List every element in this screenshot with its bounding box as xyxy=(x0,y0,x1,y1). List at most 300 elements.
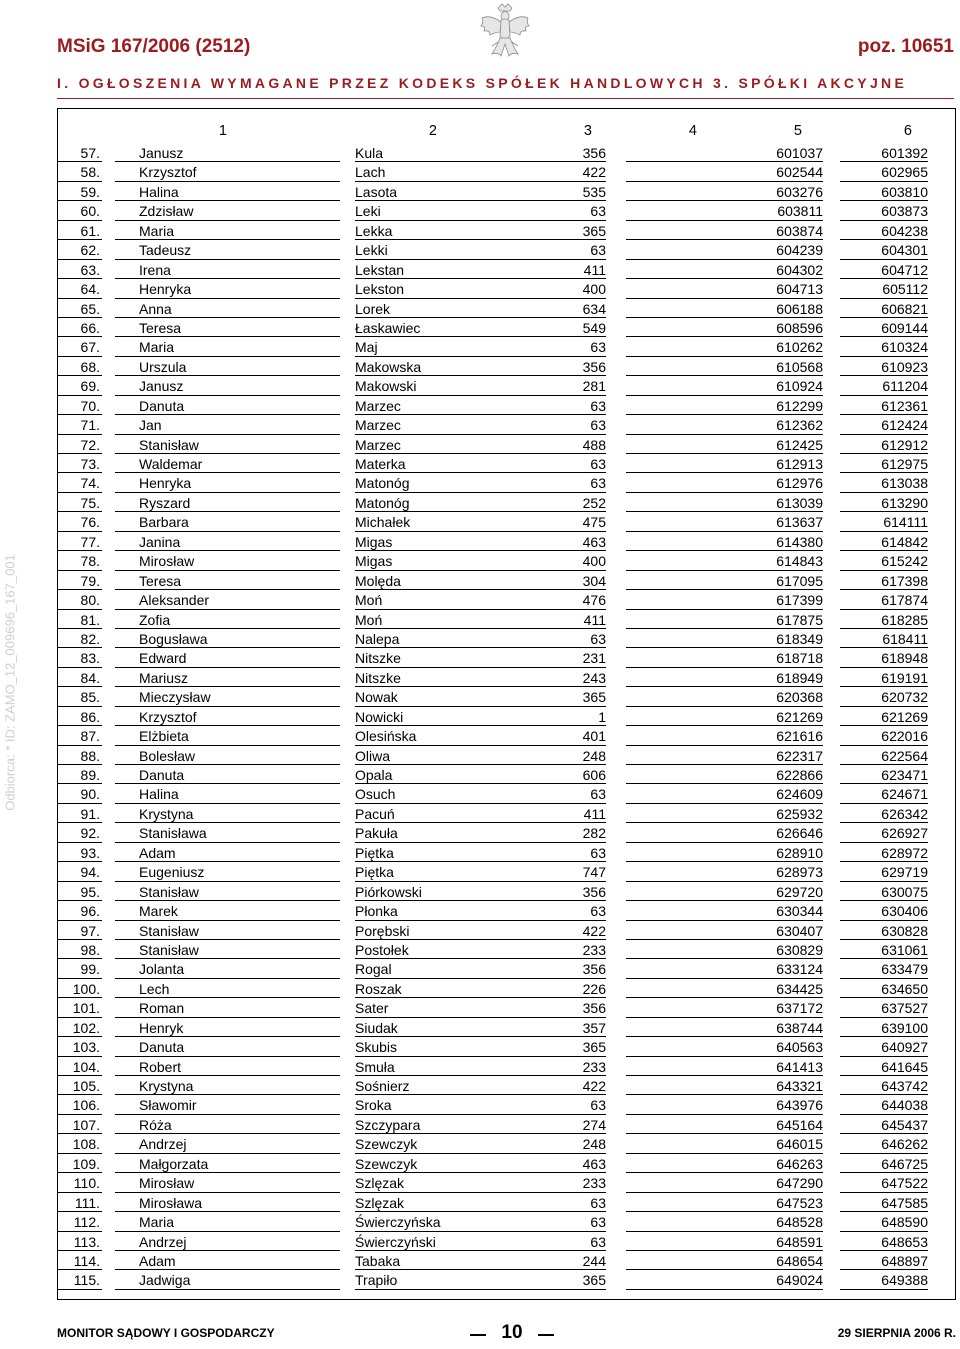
share-range-from: 621269 xyxy=(776,708,823,725)
first-name: Mirosława xyxy=(139,1194,203,1211)
share-count: 356 xyxy=(582,961,606,978)
page-number: 10 xyxy=(484,1322,540,1344)
column-header-4: 4 xyxy=(688,123,697,139)
row-number: 104. xyxy=(72,1058,100,1075)
row-number: 74. xyxy=(80,475,100,492)
first-name: Krzysztof xyxy=(139,164,197,181)
last-name: Migas xyxy=(355,553,393,570)
last-name: Piętka xyxy=(355,864,394,881)
share-count: 422 xyxy=(582,164,606,181)
share-range-from: 648591 xyxy=(776,1233,823,1250)
share-range-to: 629719 xyxy=(881,864,928,881)
row-number: 65. xyxy=(80,300,100,317)
table-row xyxy=(0,454,960,473)
share-range-from: 612913 xyxy=(776,456,823,472)
share-range-from: 626646 xyxy=(776,825,823,842)
column-header-3: 3 xyxy=(583,123,592,139)
first-name: Krzysztof xyxy=(139,708,197,725)
shareholder-table-body xyxy=(0,143,960,1290)
row-number: 76. xyxy=(80,514,100,531)
last-name: Sroka xyxy=(355,1097,392,1114)
table-row xyxy=(0,1037,960,1056)
first-name: Danuta xyxy=(139,397,185,414)
table-row xyxy=(0,1018,960,1037)
share-range-to: 617398 xyxy=(881,572,928,589)
last-name: Płonka xyxy=(355,903,398,920)
share-range-to: 610923 xyxy=(881,358,928,375)
section-divider xyxy=(57,98,954,99)
last-name: Rogal xyxy=(355,961,392,978)
row-number: 77. xyxy=(80,533,100,550)
first-name: Jolanta xyxy=(139,961,185,978)
row-number: 92. xyxy=(80,825,100,842)
row-number: 97. xyxy=(80,922,100,939)
row-number: 64. xyxy=(80,281,100,298)
first-name: Mirosław xyxy=(139,1175,195,1192)
share-count: 63 xyxy=(590,1194,606,1211)
share-count: 63 xyxy=(590,417,606,434)
last-name: Marzec xyxy=(355,417,401,434)
column-header-2: 2 xyxy=(428,123,437,139)
share-range-to: 634650 xyxy=(881,980,928,997)
share-range-from: 624609 xyxy=(776,786,823,803)
last-name: Nalepa xyxy=(355,630,400,647)
row-number: 59. xyxy=(80,183,100,200)
last-name: Opala xyxy=(355,767,393,783)
share-range-to: 603873 xyxy=(881,203,928,220)
row-number: 57. xyxy=(80,145,100,161)
row-number: 79. xyxy=(80,572,100,589)
table-row xyxy=(0,1095,960,1114)
share-range-to: 617874 xyxy=(881,592,928,609)
share-range-to: 646725 xyxy=(881,1155,928,1172)
table-column-headers xyxy=(0,123,960,141)
first-name: Róża xyxy=(139,1116,172,1133)
last-name: Lekston xyxy=(355,281,405,298)
last-name: Lekki xyxy=(355,242,388,259)
first-name: Eugeniusz xyxy=(139,864,205,881)
last-name: Świerczyński xyxy=(355,1233,436,1250)
share-count: 243 xyxy=(582,669,606,686)
last-name: Lorek xyxy=(355,300,391,317)
row-number: 61. xyxy=(80,222,100,239)
share-range-to: 631061 xyxy=(881,941,928,958)
share-range-from: 630407 xyxy=(776,922,823,939)
share-range-to: 614111 xyxy=(883,514,928,531)
last-name: Oliwa xyxy=(355,747,391,764)
table-row xyxy=(0,804,960,823)
share-count: 281 xyxy=(582,378,606,395)
first-name: Lech xyxy=(139,980,170,997)
row-number: 102. xyxy=(72,1019,100,1036)
share-range-from: 634425 xyxy=(776,980,823,997)
last-name: Szewczyk xyxy=(355,1136,418,1153)
share-range-to: 623471 xyxy=(881,767,928,783)
row-number: 67. xyxy=(80,339,100,356)
share-range-from: 618349 xyxy=(776,630,823,647)
first-name: Krystyna xyxy=(139,805,194,822)
table-row xyxy=(0,1232,960,1251)
first-name: Stanisław xyxy=(139,883,199,900)
row-number: 98. xyxy=(80,941,100,958)
table-row xyxy=(0,765,960,784)
share-range-to: 619191 xyxy=(881,669,928,686)
table-row xyxy=(0,979,960,998)
share-range-from: 603276 xyxy=(776,183,823,200)
share-range-to: 610324 xyxy=(881,339,928,356)
first-name: Teresa xyxy=(139,319,182,336)
row-number: 100. xyxy=(72,980,100,997)
first-name: Stanisław xyxy=(139,922,199,939)
share-range-from: 648528 xyxy=(776,1214,823,1231)
share-count: 63 xyxy=(590,242,606,259)
share-range-to: 624671 xyxy=(881,786,928,803)
row-number: 71. xyxy=(80,417,100,434)
row-number: 103. xyxy=(72,1039,100,1056)
last-name: Sater xyxy=(355,1000,389,1017)
share-range-to: 633479 xyxy=(881,961,928,978)
last-name: Szczypara xyxy=(355,1116,421,1133)
share-range-from: 643976 xyxy=(776,1097,823,1114)
share-range-from: 647290 xyxy=(776,1175,823,1192)
table-row xyxy=(0,201,960,220)
last-name: Roszak xyxy=(355,980,402,997)
table-row xyxy=(0,357,960,376)
row-number: 113. xyxy=(73,1233,100,1250)
first-name: Stanisław xyxy=(139,436,199,453)
share-count: 63 xyxy=(590,339,606,356)
last-name: Matonóg xyxy=(355,494,410,511)
row-number: 91. xyxy=(80,805,100,822)
eagle-emblem-icon xyxy=(478,2,532,60)
row-number: 70. xyxy=(80,397,100,414)
share-count: 231 xyxy=(582,650,606,667)
row-number: 62. xyxy=(80,242,100,259)
share-range-to: 612361 xyxy=(881,397,928,414)
column-header-1: 1 xyxy=(218,123,227,139)
share-range-to: 641645 xyxy=(881,1058,928,1075)
first-name: Bolesław xyxy=(139,747,196,764)
last-name: Siudak xyxy=(355,1019,398,1036)
table-row xyxy=(0,1115,960,1134)
share-range-to: 613290 xyxy=(881,494,928,511)
share-count: 304 xyxy=(582,572,606,589)
row-number: 60. xyxy=(80,203,100,220)
table-row xyxy=(0,1193,960,1212)
table-row xyxy=(0,1154,960,1173)
row-number: 84. xyxy=(80,669,100,686)
share-count: 63 xyxy=(590,397,606,414)
first-name: Stanisław xyxy=(139,941,199,958)
row-number: 75. xyxy=(80,494,100,511)
first-name: Zdzisław xyxy=(139,203,194,220)
share-range-from: 614380 xyxy=(776,533,823,550)
share-range-to: 602965 xyxy=(881,164,928,181)
share-range-from: 601037 xyxy=(776,145,823,161)
first-name: Anna xyxy=(139,300,172,317)
first-name: Henryk xyxy=(139,1019,184,1036)
first-name: Henryka xyxy=(139,281,192,298)
row-number: 85. xyxy=(80,689,100,706)
table-row xyxy=(0,1251,960,1270)
first-name: Ryszard xyxy=(139,494,191,511)
table-row xyxy=(0,532,960,551)
table-row xyxy=(0,1270,960,1289)
share-count: 63 xyxy=(590,456,606,472)
table-row xyxy=(0,435,960,454)
table-row xyxy=(0,415,960,434)
share-count: 356 xyxy=(582,1000,606,1017)
first-name: Danuta xyxy=(139,1039,185,1056)
publisher-name: MONITOR SĄDOWY I GOSPODARCZY xyxy=(57,1326,275,1340)
last-name: Nowak xyxy=(355,689,398,706)
first-name: Krystyna xyxy=(139,1078,194,1094)
share-count: 606 xyxy=(582,767,606,783)
share-count: 356 xyxy=(582,358,606,375)
share-count: 226 xyxy=(582,980,606,997)
row-number: 58. xyxy=(80,164,100,181)
first-name: Elżbieta xyxy=(139,728,189,745)
row-number: 94. xyxy=(80,864,100,881)
table-row xyxy=(0,221,960,240)
column-header-6: 6 xyxy=(903,123,912,139)
share-range-from: 640563 xyxy=(776,1039,823,1056)
share-range-to: 609144 xyxy=(881,319,928,336)
share-range-from: 649024 xyxy=(776,1272,823,1289)
share-count: 233 xyxy=(582,941,606,958)
share-range-to: 626342 xyxy=(881,805,928,822)
last-name: Łaskawiec xyxy=(355,319,421,336)
first-name: Tadeusz xyxy=(139,242,192,259)
share-count: 365 xyxy=(582,222,606,239)
share-range-to: 648590 xyxy=(881,1214,928,1231)
share-count: 233 xyxy=(582,1175,606,1192)
share-range-from: 622866 xyxy=(776,767,823,783)
table-row xyxy=(0,687,960,706)
recipient-watermark: Odbiorca: * ID: ZAMO_12_009696_167_001 xyxy=(2,554,18,811)
share-range-from: 648654 xyxy=(776,1252,823,1269)
first-name: Irena xyxy=(139,261,171,278)
share-count: 422 xyxy=(582,922,606,939)
last-name: Porębski xyxy=(355,922,410,939)
first-name: Waldemar xyxy=(139,456,203,472)
share-range-from: 604239 xyxy=(776,242,823,259)
last-name: Marzec xyxy=(355,436,401,453)
share-count: 233 xyxy=(582,1058,606,1075)
share-count: 63 xyxy=(590,1214,606,1231)
share-range-from: 630344 xyxy=(776,903,823,920)
share-range-from: 617095 xyxy=(776,572,823,589)
share-count: 252 xyxy=(582,494,606,511)
table-row xyxy=(0,862,960,881)
row-number: 99. xyxy=(80,961,100,978)
table-row xyxy=(0,590,960,609)
row-number: 95. xyxy=(80,883,100,900)
row-number: 107. xyxy=(72,1116,100,1133)
last-name: Marzec xyxy=(355,397,401,414)
share-count: 282 xyxy=(582,825,606,842)
first-name: Urszula xyxy=(139,358,187,375)
table-row xyxy=(0,299,960,318)
share-range-to: 605112 xyxy=(882,281,928,298)
share-range-from: 620368 xyxy=(776,689,823,706)
first-name: Robert xyxy=(139,1058,182,1075)
cell-underline xyxy=(840,1289,928,1290)
share-range-to: 604712 xyxy=(881,261,928,278)
share-range-to: 630075 xyxy=(881,883,928,900)
table-row xyxy=(0,843,960,862)
share-range-to: 615242 xyxy=(881,553,928,570)
table-row xyxy=(0,998,960,1017)
share-range-from: 641413 xyxy=(776,1058,823,1075)
share-range-to: 622564 xyxy=(881,747,928,764)
table-row xyxy=(0,707,960,726)
table-row xyxy=(0,376,960,395)
table-row xyxy=(0,182,960,201)
share-range-from: 603874 xyxy=(776,222,823,239)
section-heading: I. OGŁOSZENIA WYMAGANE PRZEZ KODEKS SPÓŁEK HANDLOWYCH 3. SPÓŁKI AKCYJNE xyxy=(57,75,908,91)
table-row xyxy=(0,337,960,356)
share-count: 634 xyxy=(582,300,606,317)
last-name: Sośnierz xyxy=(355,1078,410,1094)
last-name: Moń xyxy=(355,611,383,628)
share-range-from: 629720 xyxy=(776,883,823,900)
first-name: Andrzej xyxy=(139,1233,187,1250)
last-name: Lekstan xyxy=(355,261,405,278)
table-row xyxy=(0,1057,960,1076)
share-range-from: 604713 xyxy=(776,281,823,298)
first-name: Janusz xyxy=(139,145,184,161)
share-range-from: 617399 xyxy=(776,592,823,609)
share-count: 463 xyxy=(582,1155,606,1172)
row-number: 111. xyxy=(74,1194,100,1211)
first-name: Andrzej xyxy=(139,1136,187,1153)
share-range-to: 647522 xyxy=(881,1175,928,1192)
table-row xyxy=(0,959,960,978)
share-count: 463 xyxy=(582,533,606,550)
share-count: 248 xyxy=(582,1136,606,1153)
last-name: Skubis xyxy=(355,1039,398,1056)
last-name: Piętka xyxy=(355,844,394,861)
first-name: Maria xyxy=(139,222,175,239)
share-range-to: 612912 xyxy=(881,436,928,453)
share-count: 63 xyxy=(590,1097,606,1114)
row-number: 110. xyxy=(73,1175,100,1192)
share-range-from: 606188 xyxy=(776,300,823,317)
last-name: Lekka xyxy=(355,222,393,239)
share-count: 411 xyxy=(583,261,606,278)
first-name: Danuta xyxy=(139,767,185,783)
table-row xyxy=(0,512,960,531)
share-range-to: 637527 xyxy=(881,1000,928,1017)
share-count: 475 xyxy=(582,514,606,531)
last-name: Nitszke xyxy=(355,650,401,667)
share-range-from: 646015 xyxy=(776,1136,823,1153)
issue-date: 29 SIERPNIA 2006 R. xyxy=(837,1326,956,1340)
table-row xyxy=(0,240,960,259)
cell-underline xyxy=(115,1289,340,1290)
last-name: Olesińska xyxy=(355,728,417,745)
table-row xyxy=(0,260,960,279)
share-count: 356 xyxy=(582,145,606,161)
share-range-from: 630829 xyxy=(776,941,823,958)
share-count: 365 xyxy=(582,689,606,706)
share-range-from: 612362 xyxy=(776,417,823,434)
share-count: 63 xyxy=(590,203,606,220)
table-row xyxy=(0,1076,960,1095)
share-range-to: 626927 xyxy=(881,825,928,842)
row-number: 114. xyxy=(73,1252,100,1269)
share-range-from: 612976 xyxy=(776,475,823,492)
share-range-to: 649388 xyxy=(881,1272,928,1289)
share-count: 400 xyxy=(582,553,606,570)
share-range-to: 621269 xyxy=(881,708,928,725)
first-name: Małgorzata xyxy=(139,1155,209,1172)
share-range-to: 630828 xyxy=(881,922,928,939)
last-name: Szewczyk xyxy=(355,1155,418,1172)
share-range-from: 628910 xyxy=(776,844,823,861)
first-name: Bogusława xyxy=(139,630,208,647)
first-name: Teresa xyxy=(139,572,182,589)
share-range-from: 613039 xyxy=(776,494,823,511)
share-range-from: 614843 xyxy=(776,553,823,570)
table-row xyxy=(0,279,960,298)
table-row xyxy=(0,473,960,492)
first-name: Jan xyxy=(139,417,162,434)
last-name: Nitszke xyxy=(355,669,401,686)
share-range-to: 618411 xyxy=(882,630,928,647)
share-range-to: 612424 xyxy=(881,417,928,434)
row-number: 69. xyxy=(80,378,100,395)
first-name: Adam xyxy=(139,844,176,861)
last-name: Lach xyxy=(355,164,386,181)
share-range-from: 625932 xyxy=(776,805,823,822)
row-number: 63. xyxy=(80,261,100,278)
table-row xyxy=(0,396,960,415)
share-count: 365 xyxy=(582,1039,606,1056)
share-count: 411 xyxy=(583,805,606,822)
table-row xyxy=(0,1134,960,1153)
table-row xyxy=(0,940,960,959)
share-range-from: 612299 xyxy=(776,397,823,414)
table-row xyxy=(0,726,960,745)
last-name: Molęda xyxy=(355,572,401,589)
last-name: Smuła xyxy=(355,1058,395,1075)
share-range-to: 630406 xyxy=(881,903,928,920)
table-row xyxy=(0,882,960,901)
last-name: Moń xyxy=(355,592,383,609)
share-range-from: 637172 xyxy=(776,1000,823,1017)
last-name: Nowicki xyxy=(355,708,404,725)
row-number: 88. xyxy=(80,747,100,764)
row-number: 87. xyxy=(80,728,100,745)
first-name: Mirosław xyxy=(139,553,195,570)
share-count: 401 xyxy=(582,728,606,745)
row-number: 73. xyxy=(80,456,100,472)
share-range-to: 618285 xyxy=(881,611,928,628)
table-row xyxy=(0,571,960,590)
share-count: 476 xyxy=(582,592,606,609)
last-name: Świerczyńska xyxy=(355,1214,441,1231)
table-row xyxy=(0,823,960,842)
last-name: Tabaka xyxy=(355,1252,401,1269)
table-row xyxy=(0,746,960,765)
share-count: 244 xyxy=(582,1252,606,1269)
last-name: Kula xyxy=(355,145,384,161)
share-count: 63 xyxy=(590,630,606,647)
row-number: 89. xyxy=(80,767,100,783)
share-count: 488 xyxy=(582,436,606,453)
